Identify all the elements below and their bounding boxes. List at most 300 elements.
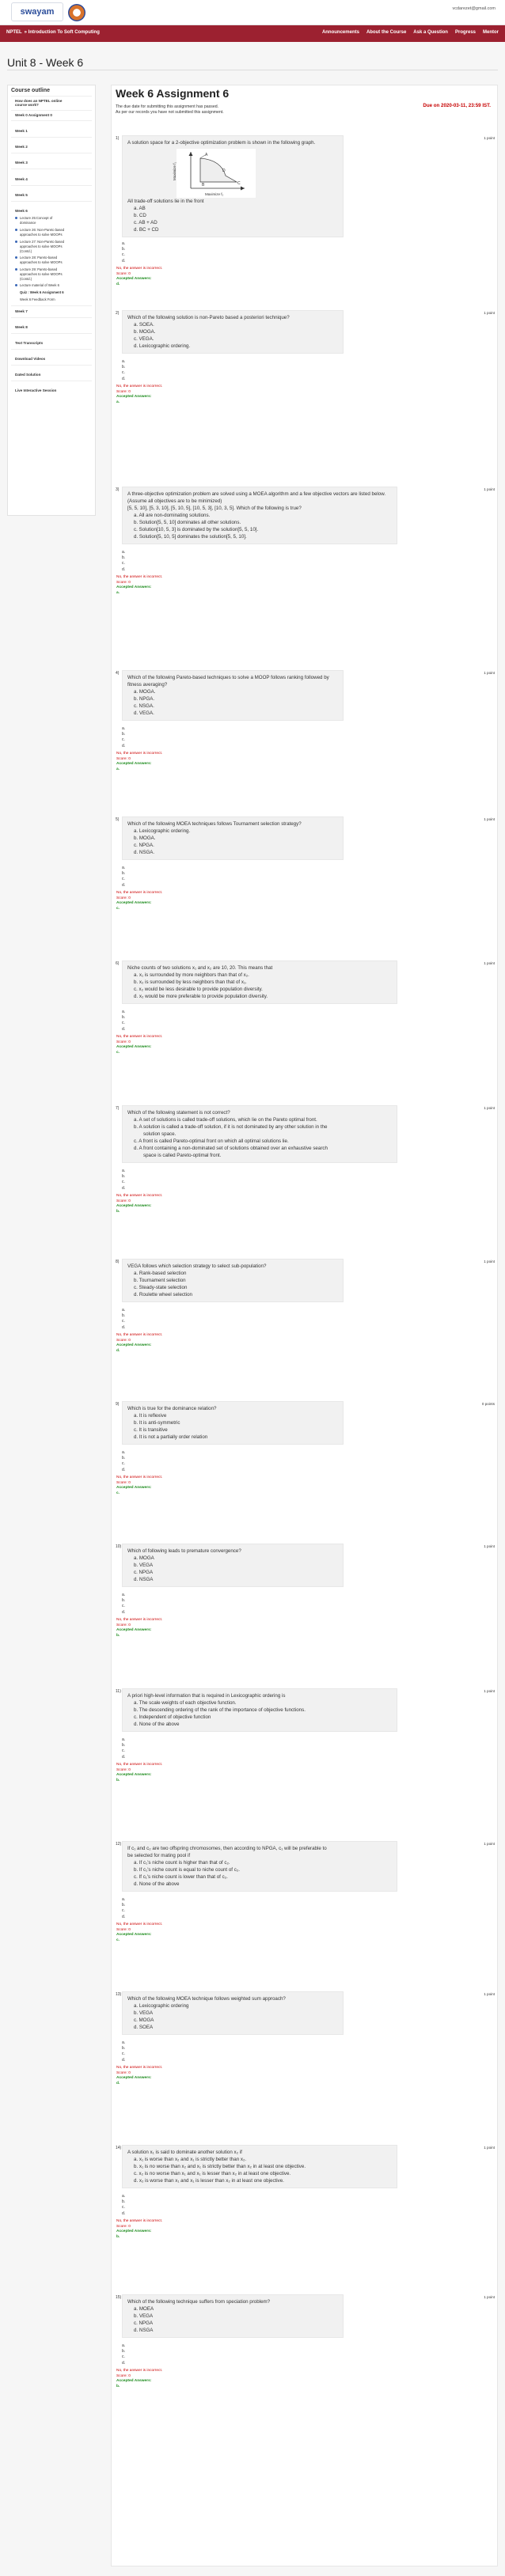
question-number: 4) <box>116 671 120 676</box>
accepted-answers-label: Accepted Answers: <box>116 395 152 399</box>
answer-radio-c[interactable]: c. <box>122 737 125 743</box>
score-text: Score: 0 <box>116 1767 131 1772</box>
answer-radio-group <box>122 1450 125 1473</box>
answer-radio-c[interactable]: c. <box>122 877 125 882</box>
answer-radio-d[interactable]: d. <box>122 882 126 888</box>
answer-radio-group <box>122 1737 125 1760</box>
question-points: 1 point <box>484 2295 495 2299</box>
answer-radio-a[interactable]: a. <box>122 2194 126 2199</box>
answer-radio-b[interactable]: b. <box>122 732 126 737</box>
sidebar-subitem-lecture-28[interactable] <box>20 256 63 265</box>
sidebar-subitem-lecture-27[interactable] <box>20 240 64 254</box>
option-b: b. CD <box>134 213 146 218</box>
option-b: b. If c₁'s niche count is equal to niche count of c₂. <box>134 1867 240 1873</box>
option-a: a. A set of solutions is called trade-off solutions, which lie on the Pareto optimal front. <box>134 1117 317 1123</box>
answer-radio-a[interactable]: a. <box>122 1169 126 1173</box>
question-text: Which of the following MOEA technique follows weighted sum approach? <box>127 1996 286 2002</box>
answer-radio-c[interactable]: c. <box>122 2051 125 2057</box>
option-a: a. Lexicographic ordering. <box>134 828 191 834</box>
option-a: a. It is reflexive <box>134 1413 167 1419</box>
course-navbar <box>0 25 505 42</box>
answer-feedback <box>116 1763 162 1783</box>
accepted-answers-label: Accepted Answers: <box>116 762 152 766</box>
answer-radio-c[interactable]: c. <box>122 561 125 566</box>
score-text: Score: 0 <box>116 580 131 585</box>
breadcrumb <box>6 30 100 35</box>
option-d: d. Solution[5, 10, 5] dominates the solution[5, 5, 10]. <box>134 534 247 540</box>
logo-text: swayam <box>20 7 55 17</box>
question-text: Niche counts of two solutions x₁ and x₂ are 10, 20. This means that <box>127 965 273 971</box>
answer-radio-a[interactable]: a. <box>122 1593 126 1597</box>
answer-radio-b[interactable]: b. <box>122 1313 126 1319</box>
divider <box>11 185 92 186</box>
answer-radio-b[interactable]: b. <box>122 1903 126 1908</box>
answer-radio-group <box>122 2343 125 2366</box>
solution-space-graph <box>173 149 256 198</box>
question-box <box>122 1688 397 1732</box>
incorrect-message: No, the answer is incorrect. <box>116 1194 163 1198</box>
question-box <box>122 2145 397 2188</box>
answer-radio-a[interactable]: a. <box>122 726 126 731</box>
answer-radio-b[interactable]: b. <box>122 1174 126 1180</box>
option-a: a. The scale weights of each objective function. <box>134 1700 237 1706</box>
option-b: b. A solution is called a trade-off solution, if it is not dominated by any other solution in the <box>134 1124 328 1130</box>
bullet-icon <box>15 284 17 286</box>
question-text: A solution space for a 2-objective optimization problem is shown in the following graph. <box>127 140 316 146</box>
sidebar-subitem-lecture-26[interactable] <box>20 228 64 237</box>
option-a: a. AB <box>134 206 146 211</box>
answer-radio-b[interactable]: b. <box>122 247 126 252</box>
answer-radio-d[interactable]: d. <box>122 1026 126 1032</box>
answer-radio-a[interactable]: a. <box>122 241 126 246</box>
option-c: c. NPGA <box>134 1570 154 1575</box>
answer-radio-d[interactable]: d. <box>122 1185 126 1191</box>
option-b: b. NPGA. <box>134 696 155 702</box>
question-text: All trade-off solutions lie in the front <box>127 199 204 204</box>
answer-radio-b[interactable]: b. <box>122 2349 126 2354</box>
accepted-answers-label: Accepted Answers: <box>116 2379 152 2383</box>
answer-radio-group <box>122 1593 125 1616</box>
answer-radio-a[interactable]: a. <box>122 1737 126 1742</box>
bullet-icon <box>15 268 17 271</box>
question-number: 12) <box>116 1842 122 1847</box>
brand-link[interactable]: NPTEL <box>6 30 22 35</box>
nav-announcements[interactable]: Announcements <box>321 30 359 35</box>
option-d: d. VEGA. <box>134 710 154 716</box>
question-box <box>122 1259 344 1302</box>
incorrect-message: No, the answer is incorrect. <box>116 575 163 579</box>
question-points: 1 point <box>484 1260 495 1263</box>
sidebar-subitem-label: dominance <box>20 221 36 225</box>
option-b: b. VEGA <box>134 2313 154 2319</box>
option-d: d. NSGA <box>134 1577 154 1582</box>
divider <box>11 305 92 306</box>
bullet-icon <box>15 229 17 231</box>
answer-radio-group <box>122 866 125 888</box>
answer-radio-c[interactable]: c. <box>122 370 125 376</box>
question-points: 1 point <box>484 671 495 675</box>
incorrect-message: No, the answer is incorrect. <box>116 2219 163 2223</box>
incorrect-message: No, the answer is incorrect. <box>116 1923 163 1926</box>
answer-radio-b[interactable]: b. <box>122 2046 126 2051</box>
question-box <box>122 960 397 1004</box>
swayam-logo[interactable] <box>11 2 63 21</box>
answer-feedback <box>116 891 162 911</box>
answer-feedback <box>116 1476 162 1496</box>
question-box <box>122 2294 344 2338</box>
sidebar-title: Course outline <box>11 88 51 93</box>
sidebar-item-transcripts[interactable]: Text Transcripts <box>15 341 44 345</box>
score-text: Score: 0 <box>116 1338 131 1343</box>
answer-feedback <box>116 2369 162 2389</box>
answer-radio-c[interactable]: c. <box>122 2354 125 2360</box>
question-box <box>122 1105 397 1163</box>
answer-radio-d[interactable]: d. <box>122 2210 126 2216</box>
sidebar-item-dated-solution[interactable]: Dated Solution <box>15 373 41 377</box>
sidebar-subitem-label: Lecture 28: Pareto-based <box>20 256 58 259</box>
sidebar-subitem-quiz[interactable] <box>20 290 64 295</box>
question-text: Which is true for the dominance relation? <box>127 1406 217 1411</box>
answer-radio-group <box>122 726 125 749</box>
option-c: c. AB + AD <box>134 220 158 225</box>
answer-radio-b[interactable]: b. <box>122 1598 126 1604</box>
answer-radio-d[interactable]: d. <box>122 2057 126 2063</box>
answer-feedback <box>116 385 162 405</box>
option-b: b. It is anti-symmetric <box>134 1420 180 1426</box>
answer-radio-d[interactable]: d. <box>122 1754 126 1760</box>
divider <box>11 317 92 318</box>
answer-radio-d[interactable]: d. <box>122 566 126 572</box>
answer-radio-d[interactable]: d. <box>122 743 126 748</box>
sidebar-item-download-videos[interactable]: Download Videos <box>15 357 46 361</box>
option-c: c. MOGA <box>134 2017 154 2023</box>
nav-progress[interactable]: Progress <box>454 30 476 35</box>
sidebar-subitem-feedback[interactable] <box>20 297 55 302</box>
accepted-answer: a. <box>116 400 120 404</box>
sidebar-subitem-label: Lecture 26: Non-Pareto based <box>20 228 65 232</box>
answer-feedback <box>116 2066 162 2086</box>
course-outline-sidebar <box>7 85 96 516</box>
sidebar-item-week-5[interactable]: Week 5 <box>15 193 28 197</box>
answer-radio-c[interactable]: c. <box>122 1461 125 1467</box>
option-c: c. Solution[10, 5, 3] is dominated by the solution[5, 5, 10]. <box>134 527 259 532</box>
option-d: d. Roulette wheel selection <box>134 1292 192 1297</box>
sidebar-item-week-6[interactable]: Week 6 <box>15 209 28 213</box>
answer-radio-d[interactable]: d. <box>122 376 126 381</box>
answer-feedback <box>116 1333 162 1354</box>
nav-about-course[interactable]: About the Course <box>366 30 407 35</box>
answer-radio-c[interactable]: c. <box>122 2205 125 2210</box>
sidebar-item-week-3[interactable]: Week 3 <box>15 161 28 165</box>
incorrect-message: No, the answer is incorrect. <box>116 1333 163 1337</box>
accepted-answers-label: Accepted Answers: <box>116 1343 152 1347</box>
option-b: b. MOGA. <box>134 329 156 335</box>
incorrect-message: No, the answer is incorrect. <box>116 267 163 271</box>
accepted-answer: c. <box>116 1491 120 1495</box>
incorrect-message: No, the answer is incorrect. <box>116 1763 163 1767</box>
answer-radio-b[interactable]: b. <box>122 871 126 877</box>
sidebar-subitem-label: (Contd.) <box>20 249 32 253</box>
question-number: 1) <box>116 136 120 141</box>
option-continuation: solution space. <box>143 1131 177 1137</box>
option-c: c. A front is called Pareto-optimal front on which all optimal solutions lie. <box>134 1138 289 1144</box>
answer-feedback <box>116 267 162 287</box>
question-number: 11) <box>116 1689 121 1694</box>
accepted-answers-label: Accepted Answers: <box>116 2229 152 2233</box>
answer-feedback <box>116 1618 162 1638</box>
graph-y-label: Maximize f₁ <box>173 161 177 181</box>
sidebar-item-label: How does an NPTEL online <box>15 99 63 103</box>
question-text: Which of the following Pareto-based techniques to solve a MOOP follows ranking followed by <box>127 675 329 680</box>
answer-radio-b[interactable]: b. <box>122 1743 126 1748</box>
sidebar-subitem-label: Lecture 25:Concept of <box>20 216 53 220</box>
question-text: Which of the following statement is not correct? <box>127 1110 230 1116</box>
question-points: 1 point <box>484 817 495 821</box>
option-d: d. It is not a partially order relation <box>134 1434 208 1440</box>
question-box <box>122 487 397 544</box>
option-d: d. x₂ is worse than x₁ and x₁ is lesser than x₂ in at least one objective. <box>134 2178 284 2184</box>
incorrect-message: No, the answer is incorrect. <box>116 2369 163 2373</box>
incorrect-message: No, the answer is incorrect. <box>116 1035 163 1039</box>
option-b: b. VEGA <box>134 2010 154 2016</box>
unit-title: Unit 8 - Week 6 <box>7 56 84 69</box>
accepted-answers-label: Accepted Answers: <box>116 585 152 589</box>
sidebar-subitem-label: approaches to solve MOOPs <box>20 233 63 237</box>
question-number: 9) <box>116 1402 120 1407</box>
option-b: b. x₁ is no worse than x₂ and x₁ is strictly better than x₂ in at least one objective. <box>134 2164 306 2169</box>
answer-radio-b[interactable]: b. <box>122 555 126 561</box>
sidebar-subitem-label: (Contd.) <box>20 277 32 281</box>
divider <box>11 201 92 202</box>
answer-radio-group <box>122 1169 125 1191</box>
incorrect-message: No, the answer is incorrect. <box>116 385 163 388</box>
accepted-answers-label: Accepted Answers: <box>116 1773 152 1777</box>
sidebar-item-week-2[interactable]: Week 2 <box>15 145 28 149</box>
question-text: A priori high-level information that is required in Lexicographic ordering is <box>127 1693 286 1699</box>
answer-radio-d[interactable]: d. <box>122 1609 126 1615</box>
answer-radio-c[interactable]: c. <box>122 1319 125 1324</box>
accepted-answer: c. <box>116 906 120 911</box>
bullet-icon <box>15 241 17 243</box>
question-text: Which of following leads to premature convergence? <box>127 1548 241 1554</box>
bullet-icon <box>15 217 17 219</box>
top-header <box>0 0 505 25</box>
divider <box>11 365 92 366</box>
question-points: 1 point <box>484 136 495 140</box>
option-c: c. Steady-state selection <box>134 1285 188 1290</box>
question-text: If c₁ and c₂ are two offspring chromosomes, then according to NPGA, c₁ will be preferable to <box>127 1846 327 1851</box>
accepted-answer: c. <box>116 1938 120 1942</box>
accepted-answers-label: Accepted Answers: <box>116 277 152 281</box>
answer-radio-c[interactable]: c. <box>122 1908 125 1914</box>
sidebar-item-week-7[interactable]: Week 7 <box>15 309 28 313</box>
question-box <box>122 310 344 354</box>
answer-radio-a[interactable]: a. <box>122 866 126 870</box>
nav-mentor[interactable]: Mentor <box>483 30 499 35</box>
course-link[interactable]: » Introduction To Soft Computing <box>24 30 100 35</box>
question-text: be selected for mating pool if <box>127 1853 191 1858</box>
question-text: VEGA follows which selection strategy to select sub-population? <box>127 1263 267 1269</box>
sidebar-subitem-label: Lecture material of Week 6 <box>20 283 59 287</box>
score-text: Score: 0 <box>116 756 131 761</box>
question-number: 15) <box>116 2295 122 2300</box>
option-a: a. All are non-dominating solutions. <box>134 513 211 518</box>
option-continuation: space is called Pareto-optimal front. <box>143 1153 222 1158</box>
score-text: Score: 0 <box>116 1040 131 1044</box>
answer-radio-group <box>122 2194 125 2217</box>
deadline-passed-note: The due date for submitting this assignment has passed. <box>116 104 219 109</box>
accepted-answers-label: Accepted Answers: <box>116 1486 152 1490</box>
answer-feedback <box>116 1194 162 1214</box>
accepted-answers-label: Accepted Answers: <box>116 1628 152 1632</box>
option-a: a. x₁ is worse than x₂ and x₁ is strictly better than x₂. <box>134 2157 247 2162</box>
divider <box>11 349 92 350</box>
answer-radio-a[interactable]: a. <box>122 1450 126 1455</box>
option-b: b. VEGA <box>134 1563 154 1568</box>
question-box <box>122 670 344 721</box>
option-d: d. None of the above <box>134 1881 180 1887</box>
sidebar-subitem-label: approaches to solve MOOPs <box>20 244 63 248</box>
sidebar-item-how-it-works[interactable] <box>15 99 62 107</box>
answer-radio-group <box>122 1897 125 1920</box>
option-a: a. If c₁'s niche count is higher than that of c₂. <box>134 1860 230 1866</box>
option-c: c. If c₁'s niche count is lower than that of c₂. <box>134 1874 228 1880</box>
question-box <box>122 1841 397 1892</box>
question-text: (Assume all objectives are to be minimized) <box>127 498 222 504</box>
option-c: c. It is transitive <box>134 1427 168 1433</box>
answer-radio-group <box>122 241 125 264</box>
sidebar-item-week-8[interactable]: Week 8 <box>15 325 28 329</box>
graph-x-label: Maximize f₂ <box>205 192 224 196</box>
option-a: a. MOGA. <box>134 689 156 695</box>
answer-radio-group <box>122 2040 125 2063</box>
question-text: fitness averaging? <box>127 682 168 688</box>
option-b: b. x₂ is surrounded by less neighbors than that of x₁. <box>134 979 247 985</box>
answer-radio-d[interactable]: d. <box>122 1324 126 1330</box>
accepted-answer: b. <box>116 2234 120 2239</box>
answer-radio-b[interactable]: b. <box>122 1015 126 1021</box>
incorrect-message: No, the answer is incorrect. <box>116 2066 163 2070</box>
answer-radio-a[interactable]: a. <box>122 550 126 555</box>
sidebar-item-week-1[interactable]: Week 1 <box>15 129 28 133</box>
question-text: [5, 5, 10], [5, 3, 10], [5, 10, 5], [10, 5, 3], [10, 3, 5]. Which of the following is true? <box>127 506 302 511</box>
option-b: b. Tournament selection <box>134 1278 186 1283</box>
divider <box>11 120 92 121</box>
incorrect-message: No, the answer is incorrect. <box>116 1476 163 1479</box>
score-text: Score: 0 <box>116 1927 131 1932</box>
divider <box>11 137 92 138</box>
answer-feedback <box>116 1923 162 1943</box>
question-text: Which of the following technique suffers from speciation problem? <box>127 2299 271 2305</box>
answer-radio-b[interactable]: b. <box>122 365 126 370</box>
question-number: 2) <box>116 311 120 316</box>
answer-radio-group <box>122 359 125 382</box>
answer-radio-b[interactable]: b. <box>122 1456 126 1461</box>
option-b: b. MOGA. <box>134 835 156 841</box>
question-box <box>122 1544 344 1587</box>
nav-links <box>322 30 499 35</box>
answer-radio-a[interactable]: a. <box>122 359 126 364</box>
score-text: Score: 0 <box>116 896 131 900</box>
option-a: a. MOEA <box>134 2306 154 2312</box>
sidebar-item-week-0[interactable]: Week 0 Assignment 0 <box>15 113 52 117</box>
question-number: 7) <box>116 1106 120 1111</box>
option-d: d. A front containing a non-dominated set of solutions obtained over an exhaustive search <box>134 1146 328 1151</box>
question-text: A solution x₁ is said to dominate another solution x₂ if <box>127 2150 242 2155</box>
accepted-answers-label: Accepted Answers: <box>116 1933 152 1937</box>
question-number: 14) <box>116 2146 122 2150</box>
question-points: 1 point <box>484 1544 495 1548</box>
option-c: c. NSGA. <box>134 703 154 709</box>
answer-radio-a[interactable]: a. <box>122 1010 126 1014</box>
accepted-answer: c. <box>116 1050 120 1055</box>
answer-radio-d[interactable]: d. <box>122 1467 126 1472</box>
option-b: b. Solution[5, 5, 10] dominates all other solutions. <box>134 520 241 525</box>
answer-radio-d[interactable]: d. <box>122 2360 126 2366</box>
score-text: Score: 0 <box>116 271 131 276</box>
question-box <box>122 1991 344 2035</box>
sidebar-item-live-session[interactable]: Live Interactive Session <box>15 388 57 392</box>
option-c: c. x₂ is no worse than x₁ and x₁ is lesser than x₂ in at least one objective. <box>134 2171 291 2176</box>
question-points: 1 point <box>484 487 495 491</box>
accepted-answer: b. <box>116 1209 120 1214</box>
answer-radio-c[interactable]: c. <box>122 1021 125 1026</box>
nav-ask-question[interactable]: Ask a Question <box>413 30 448 35</box>
option-a: a. Lexicographic ordering <box>134 2003 189 2009</box>
question-text: A three-objective optimization problem are solved using a MOEA algorithm and a few objective vectors are listed below. <box>127 491 386 497</box>
sidebar-item-week-4[interactable]: Week 4 <box>15 177 28 181</box>
answer-radio-a[interactable]: a. <box>122 1897 126 1902</box>
answer-radio-a[interactable]: a. <box>122 2343 126 2348</box>
sidebar-subitem-label: approaches to solve MOOPs <box>20 260 63 264</box>
answer-feedback <box>116 1035 162 1055</box>
accepted-answer: b. <box>116 1778 120 1782</box>
question-points: 1 point <box>484 1689 495 1693</box>
question-points: 1 point <box>484 1842 495 1846</box>
answer-radio-c[interactable]: c. <box>122 252 125 258</box>
option-c: c. x₂ would be less desirable to provide population diversity. <box>134 987 263 992</box>
question-points: 1 point <box>484 311 495 315</box>
option-a: a. SOEA. <box>134 322 154 328</box>
answer-radio-c[interactable]: c. <box>122 1748 125 1754</box>
answer-radio-group <box>122 1308 125 1331</box>
accepted-answer: d. <box>116 282 120 286</box>
answer-radio-group <box>122 1010 125 1032</box>
sidebar-subitem-lecture-29[interactable] <box>20 267 63 282</box>
not-submitted-note: As per our records you have not submitted this assignment. <box>116 110 224 115</box>
answer-radio-d[interactable]: d. <box>122 1914 126 1919</box>
answer-radio-d[interactable]: d. <box>122 258 126 263</box>
answer-radio-a[interactable]: a. <box>122 1308 126 1313</box>
incorrect-message: No, the answer is incorrect. <box>116 891 163 895</box>
nptel-seal-icon <box>68 4 85 21</box>
answer-radio-b[interactable]: b. <box>122 2199 126 2205</box>
sidebar-subitem-lecture-material[interactable] <box>20 283 59 288</box>
sidebar-subitem-lecture-25[interactable] <box>20 216 52 225</box>
answer-radio-c[interactable]: c. <box>122 1604 125 1609</box>
sidebar-subitem-label: Lecture 27: Non-Pareto based <box>20 240 65 244</box>
divider <box>11 333 92 334</box>
question-text: Which of the following solution is non-Pareto based a posteriori technique? <box>127 315 290 320</box>
sidebar-item-label: course work? <box>15 103 39 107</box>
accepted-answers-label: Accepted Answers: <box>116 1045 152 1049</box>
option-d: d. NSGA <box>134 2328 154 2333</box>
user-email[interactable]: vcdarezet@gmail.com <box>452 6 496 11</box>
question-number: 13) <box>116 1992 122 1997</box>
due-date: Due on 2020-03-11, 23:59 IST. <box>423 103 491 108</box>
answer-radio-a[interactable]: a. <box>122 2040 126 2045</box>
answer-radio-c[interactable]: c. <box>122 1180 125 1185</box>
